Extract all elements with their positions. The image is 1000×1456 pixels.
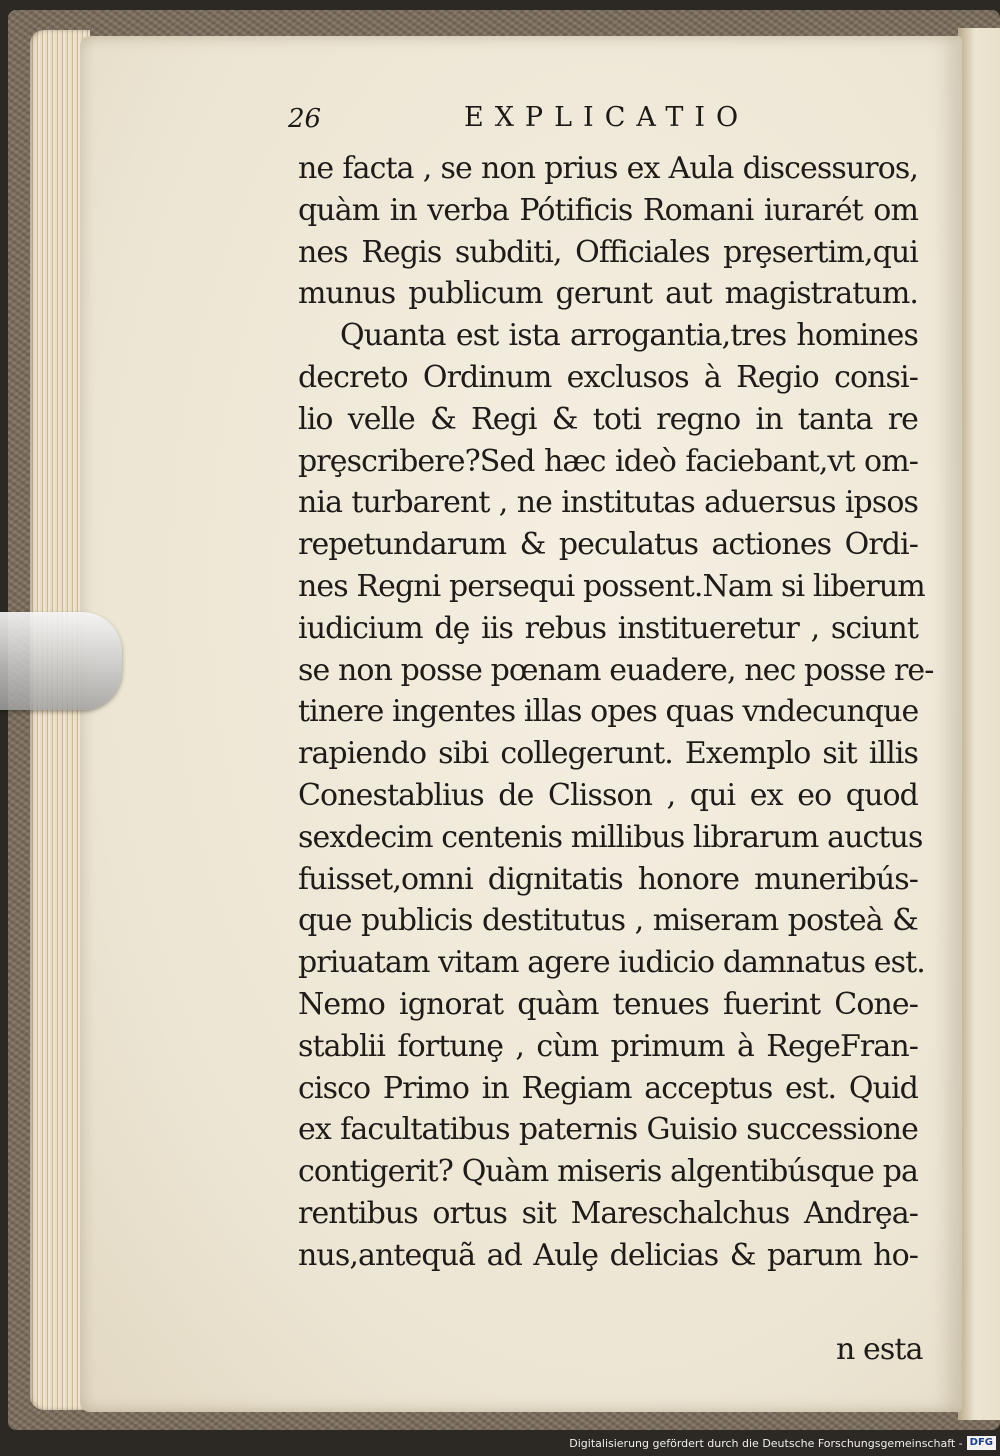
text-line: Quanta est ista arrogantia,tres homines — [340, 318, 918, 354]
text-line: ex facultatibus paternis Guisio successione — [298, 1112, 918, 1148]
text-line: Nemo ignorat quàm tenues fuerint Cone- — [298, 986, 918, 1022]
text-line: priuatam vitam agere iudicio damnatus est. — [298, 945, 925, 981]
text-line: rapiendo sibi collegerunt. Exemplo sit illis — [298, 736, 918, 772]
text-line: tinere ingentes illas opes quas vndecunque — [298, 694, 919, 730]
text-block — [298, 148, 934, 1277]
text-line: decreto Ordinum exclusos à Regio consi- — [298, 359, 918, 395]
text-line: nus,antequã ad Aulȩ delicias & parum ho- — [298, 1237, 918, 1273]
text-line: que publicis destitutus , miseram posteà & — [298, 903, 918, 939]
text-line: cisco Primo in Regiam acceptus est. Quid — [298, 1070, 918, 1106]
running-head — [288, 98, 768, 142]
text-line: quàm in verba Pótificis Romani iurarét om — [298, 192, 918, 228]
digitization-credit — [569, 1432, 996, 1454]
text-line: nia turbarent , ne institutas aduersus ipsos — [298, 485, 918, 521]
text-line: stablii fortunȩ , cùm primum à RegeFran- — [298, 1028, 918, 1064]
catchword: n esta — [836, 1332, 923, 1367]
text-line: fuisset,omni dignitatis honore muneribús- — [298, 861, 918, 897]
credit-text: Digitalisierung gefördert durch die Deutsche Forschungsgemeinschaft - — [569, 1436, 963, 1450]
text-line: rentibus ortus sit Mareschalchus Andrȩa- — [298, 1195, 918, 1231]
dfg-logo-icon: DFG — [967, 1436, 996, 1450]
text-line: repetundarum & peculatus actiones Ordi- — [298, 527, 918, 563]
facing-page-edge — [958, 28, 1000, 1420]
text-line: se non posse pœnam euadere, nec posse re- — [298, 652, 934, 688]
text-line: iudicium dȩ iis rebus institueretur , sciunt — [298, 610, 918, 646]
text-line: nes Regis subditi, Officiales prȩsertim,qui — [298, 234, 918, 270]
text-line: lio velle & Regi & toti regno in tanta re — [298, 401, 918, 437]
text-line: sexdecim centenis millibus librarum auctus — [298, 819, 923, 855]
page-title: EXPLICATIO — [464, 102, 750, 133]
text-line: contigerit? Quàm miseris algentibúsque pa — [298, 1154, 918, 1190]
text-line: ne facta , se non prius ex Aula discessuros, — [298, 151, 918, 186]
text-line: prȩscribere?Sed hæc ideò faciebant,vt om- — [298, 443, 918, 479]
text-line: munus publicum gerunt aut magistratum. — [298, 276, 918, 312]
page-number: 26 — [288, 104, 322, 134]
text-line: Conestablius de Clisson , qui ex eo quod — [298, 777, 918, 813]
text-line: nes Regni persequi possent.Nam si liberum — [298, 568, 925, 604]
page-clip — [0, 612, 122, 710]
